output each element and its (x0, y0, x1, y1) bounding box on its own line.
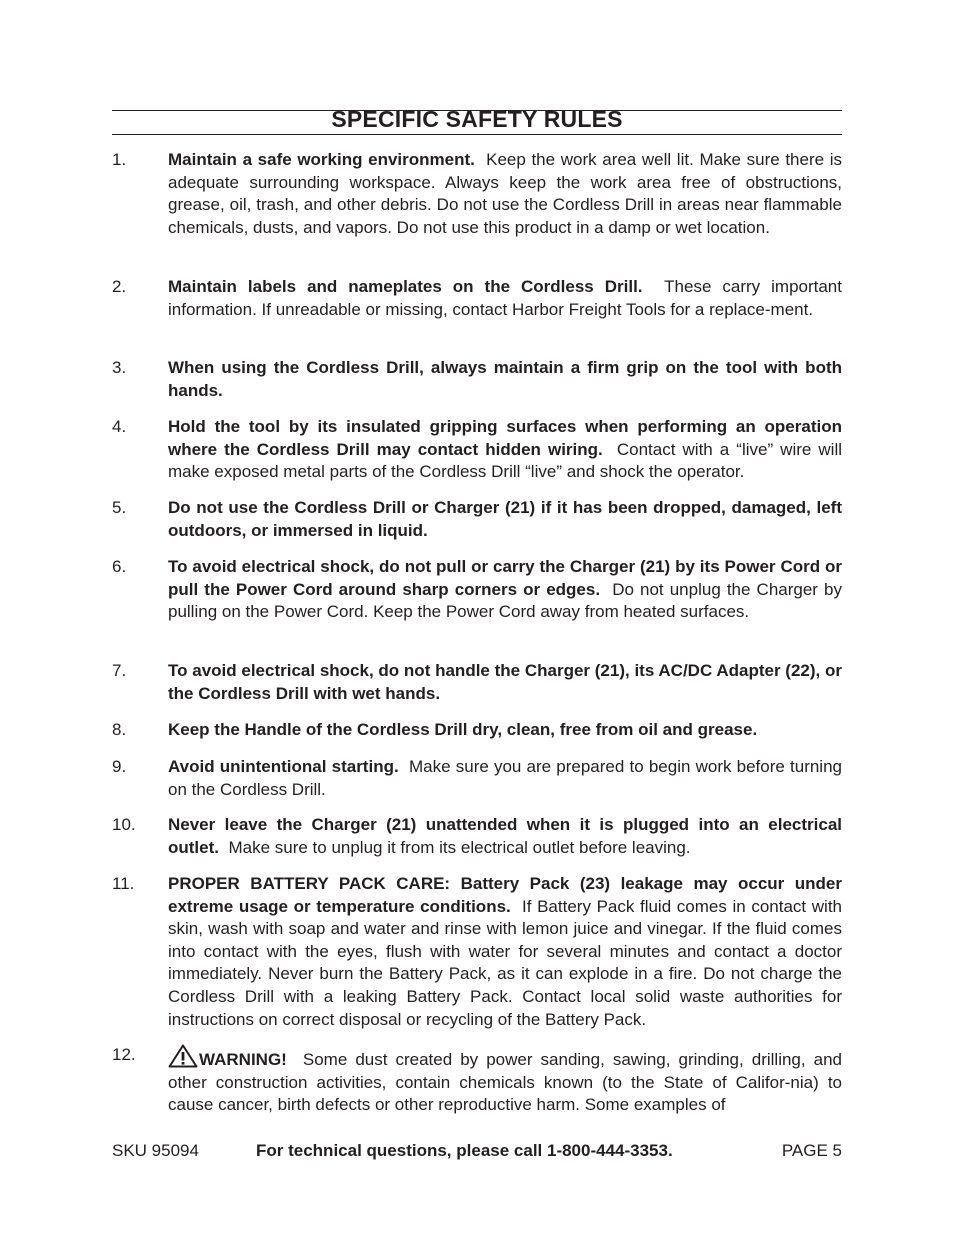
item-number: 1. (112, 150, 127, 169)
item-body-text: Some dust created by power sanding, sawing, grinding, drilling, and other construction activities, contain chemicals known (to the State of Califor-nia) to cause cancer, birth defects or other reproductive harm. Some examples of (168, 1050, 842, 1115)
item-number: 2. (112, 277, 127, 296)
item-text (168, 276, 842, 321)
item-text (168, 756, 842, 801)
footer-phone-note: For technical questions, please call 1-800-444-3353. (256, 1141, 673, 1160)
item-text (168, 556, 842, 624)
page-title: SPECIFIC SAFETY RULES (331, 106, 623, 132)
item-number: 11. (112, 874, 135, 893)
item-bold-text: To avoid electrical shock, do not handle the Charger (21), its AC/DC Adapter (22), or the Cordless Drill with wet hands. (168, 661, 842, 703)
item-text (168, 1044, 842, 1117)
item-text (168, 660, 842, 705)
item-bold-text: Maintain a safe working environment. (168, 150, 475, 169)
item-text (168, 873, 842, 1031)
item-body-text: Keep the work area well lit. Make sure there is adequate surrounding workspace. Always keep the work area free of obstructions, grease, oil, trash, and other debris. Do not use the Cordless Drill in areas near flammable chemicals, dusts, and vapors. Do not use this product in a damp or wet location. (168, 150, 842, 237)
footer-page-number: PAGE 5 (781, 1141, 842, 1160)
item-number: 5. (112, 498, 127, 517)
item-body-text: These carry important information. If unreadable or missing, contact Harbor Freight Tools for a replace-ment. (168, 277, 842, 319)
item-text (168, 357, 842, 402)
item-number: 6. (112, 557, 127, 576)
item-number: 10. (112, 815, 136, 834)
item-bold-text: Keep the Handle of the Cordless Drill dry, clean, free from oil and grease. (168, 720, 758, 739)
item-text (168, 497, 842, 542)
item-bold-text: To avoid electrical shock, do not pull or carry the Charger (21) by its Power Cord or pull the Power Cord around sharp corners or edges. (168, 557, 842, 599)
item-bold-text: Hold the tool by its insulated gripping surfaces when performing an operation where the Cordless Drill may contact hidden wiring. (168, 417, 842, 459)
item-text (168, 814, 842, 859)
item-bold-text: Maintain labels and nameplates on the Cordless Drill. (168, 277, 643, 296)
footer-sku: SKU 95094 (112, 1141, 199, 1160)
item-bold-text: When using the Cordless Drill, always maintain a firm grip on the tool with both hands. (168, 358, 842, 400)
item-number: 4. (112, 417, 127, 436)
item-body-text: Contact with a “live” wire will make exposed metal parts of the Cordless Drill “live” and shock the operator. (168, 439, 843, 482)
item-bold-text: Avoid unintentional starting. (168, 757, 399, 776)
item-number: 3. (112, 358, 127, 377)
item-number: 8. (112, 720, 127, 739)
item-text (168, 416, 842, 484)
item-bold-text: PROPER BATTERY PACK CARE: Battery Pack (23) leakage may occur under extreme usage or temperature conditions. (168, 874, 842, 916)
item-bold-text: Never leave the Charger (21) unattended when it is plugged into an electrical outlet. (168, 815, 842, 857)
title-bottom-rule (112, 134, 842, 135)
item-number: 7. (112, 661, 127, 680)
item-number: 12. (112, 1045, 136, 1064)
warning-triangle-icon (168, 1044, 198, 1068)
item-bold-text: Do not use the Cordless Drill or Charger (21) if it has been dropped, damaged, left outdoors, or immersed in liquid. (168, 498, 842, 540)
item-text (168, 719, 842, 742)
item-number: 9. (112, 757, 127, 776)
item-body-text: Do not unplug the Charger by pulling on the Power Cord. Keep the Power Cord away from heated surfaces. (168, 579, 842, 622)
item-body-text: Make sure you are prepared to begin work before turning on the Cordless Drill. (168, 757, 842, 799)
item-body-text: If Battery Pack fluid comes in contact with skin, wash with soap and water and rinse with lemon juice and vinegar. If the fluid comes into contact with the eyes, flush with water for several minutes and contact a doctor immediately. Never burn the Battery Pack, as it can explode in a fire. Do not charge the Cordless Drill with a leaking Battery Pack. Contact local solid waste authorities for instructions on correct disposal or recycling of the Battery Pack. (168, 896, 843, 1029)
item-text (168, 149, 842, 239)
item-bold-text: WARNING! (199, 1050, 287, 1069)
item-body-text: Make sure to unplug it from its electrical outlet before leaving. (228, 837, 691, 857)
